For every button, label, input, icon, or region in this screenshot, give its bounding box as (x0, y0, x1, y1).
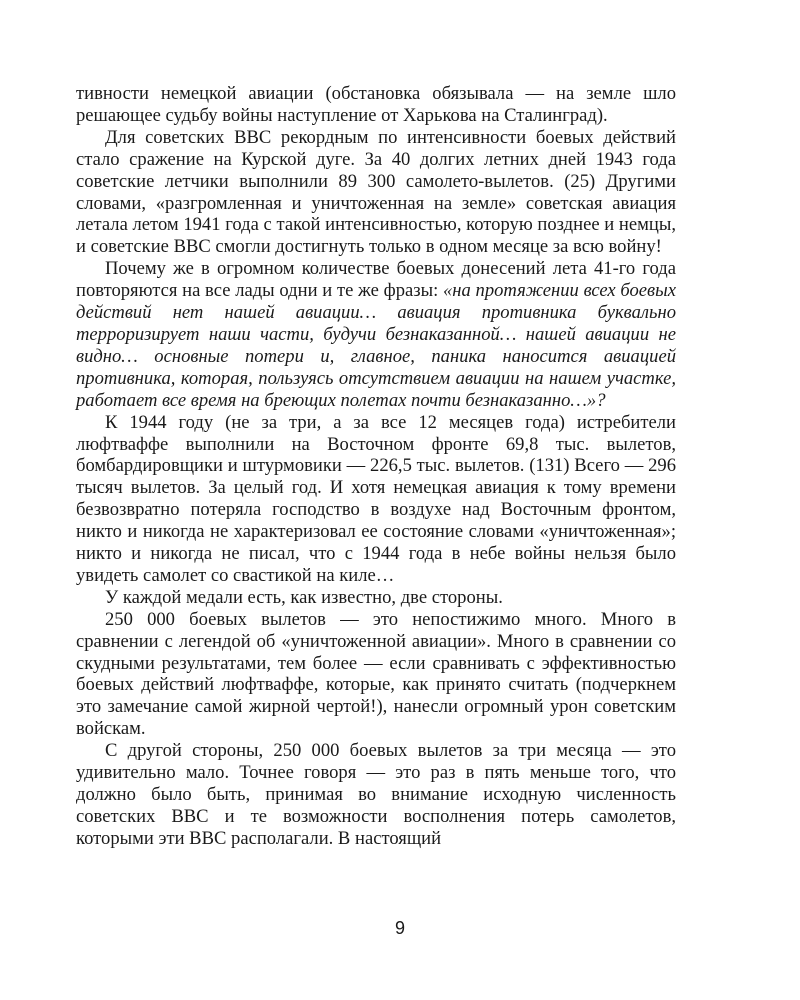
paragraph-3-quote: «на протяжении всех боевых действий нет нашей авиации… авиация противника буквально терроризирует наши части, будучи безнаказанной… нашей авиации не видно… основные потери и, главное, паника наносится авиацией противника, которая, пользуясь отсутствием авиации на нашем участке, работает все время на бреющих полетах почти безнаказанно…»? (76, 280, 676, 411)
paragraph-3-text: Почему же в огромном количестве боевых донесений лета 41-го года повторяются на все лады одни и те же фразы: (76, 258, 676, 302)
paragraph-5: У каждой медали есть, как известно, две стороны. (105, 586, 503, 608)
paragraph-7: С другой стороны, 250 000 боевых вылетов за три месяца — это удивительно мало. Точнее говоря — это раз в пять меньше того, что должно было быть, принимая во внимание исходную численность советских ВВС и те возможности восполнения потерь самолетов, которыми эти ВВС располагали. В настоящий (76, 740, 676, 849)
paragraph-2: Для советских ВВС рекордным по интенсивности боевых действий стало сражение на Курской дуге. За 40 долгих летних дней 1943 года советские летчики выполнили 89 300 самолето-вылетов. (25) Другими словами, «разгромленная и уничтоженная на земле» советская авиация летала летом 1941 года с такой интенсивностью, которую позднее и немцы, и советские ВВС смогли достигнуть только в одном месяце за всю войну! (76, 126, 676, 258)
paragraph-3 (76, 258, 676, 411)
paragraph-6: 250 000 боевых вылетов — это непостижимо много. Много в сравнении с легендой об «уничтоженной авиации». Много в сравнении со скудными результатами, тем более — если сравнивать с эффективностью боевых действий люфтваффе, которые, как принято считать (подчеркнем это замечание самой жирной чертой!), нанесли огромный урон советским войскам. (76, 608, 676, 740)
paragraph-4: К 1944 году (не за три, а за все 12 месяцев года) истребители люфтваффе выполнили на Восточном фронте 69,8 тыс. вылетов, бомбардировщики и штурмовики — 226,5 тыс. вылетов. (131) Всего — 296 тысяч вылетов. За целый год. И хотя немецкая авиация к тому времени безвозвратно потеряла господство в воздухе над Восточным фронтом, никто и никогда не характеризовал ее состояние словами «уничтоженная»; никто и никогда не писал, что с 1944 года в небе войны нельзя было увидеть самолет со свастикой на киле… (76, 411, 676, 586)
page-body (76, 83, 676, 850)
paragraph-1: тивности немецкой авиации (обстановка обязывала — на земле шло решающее судьбу войны наступление от Харькова на Сталинград). (76, 83, 676, 126)
page-number: 9 (394, 918, 405, 938)
